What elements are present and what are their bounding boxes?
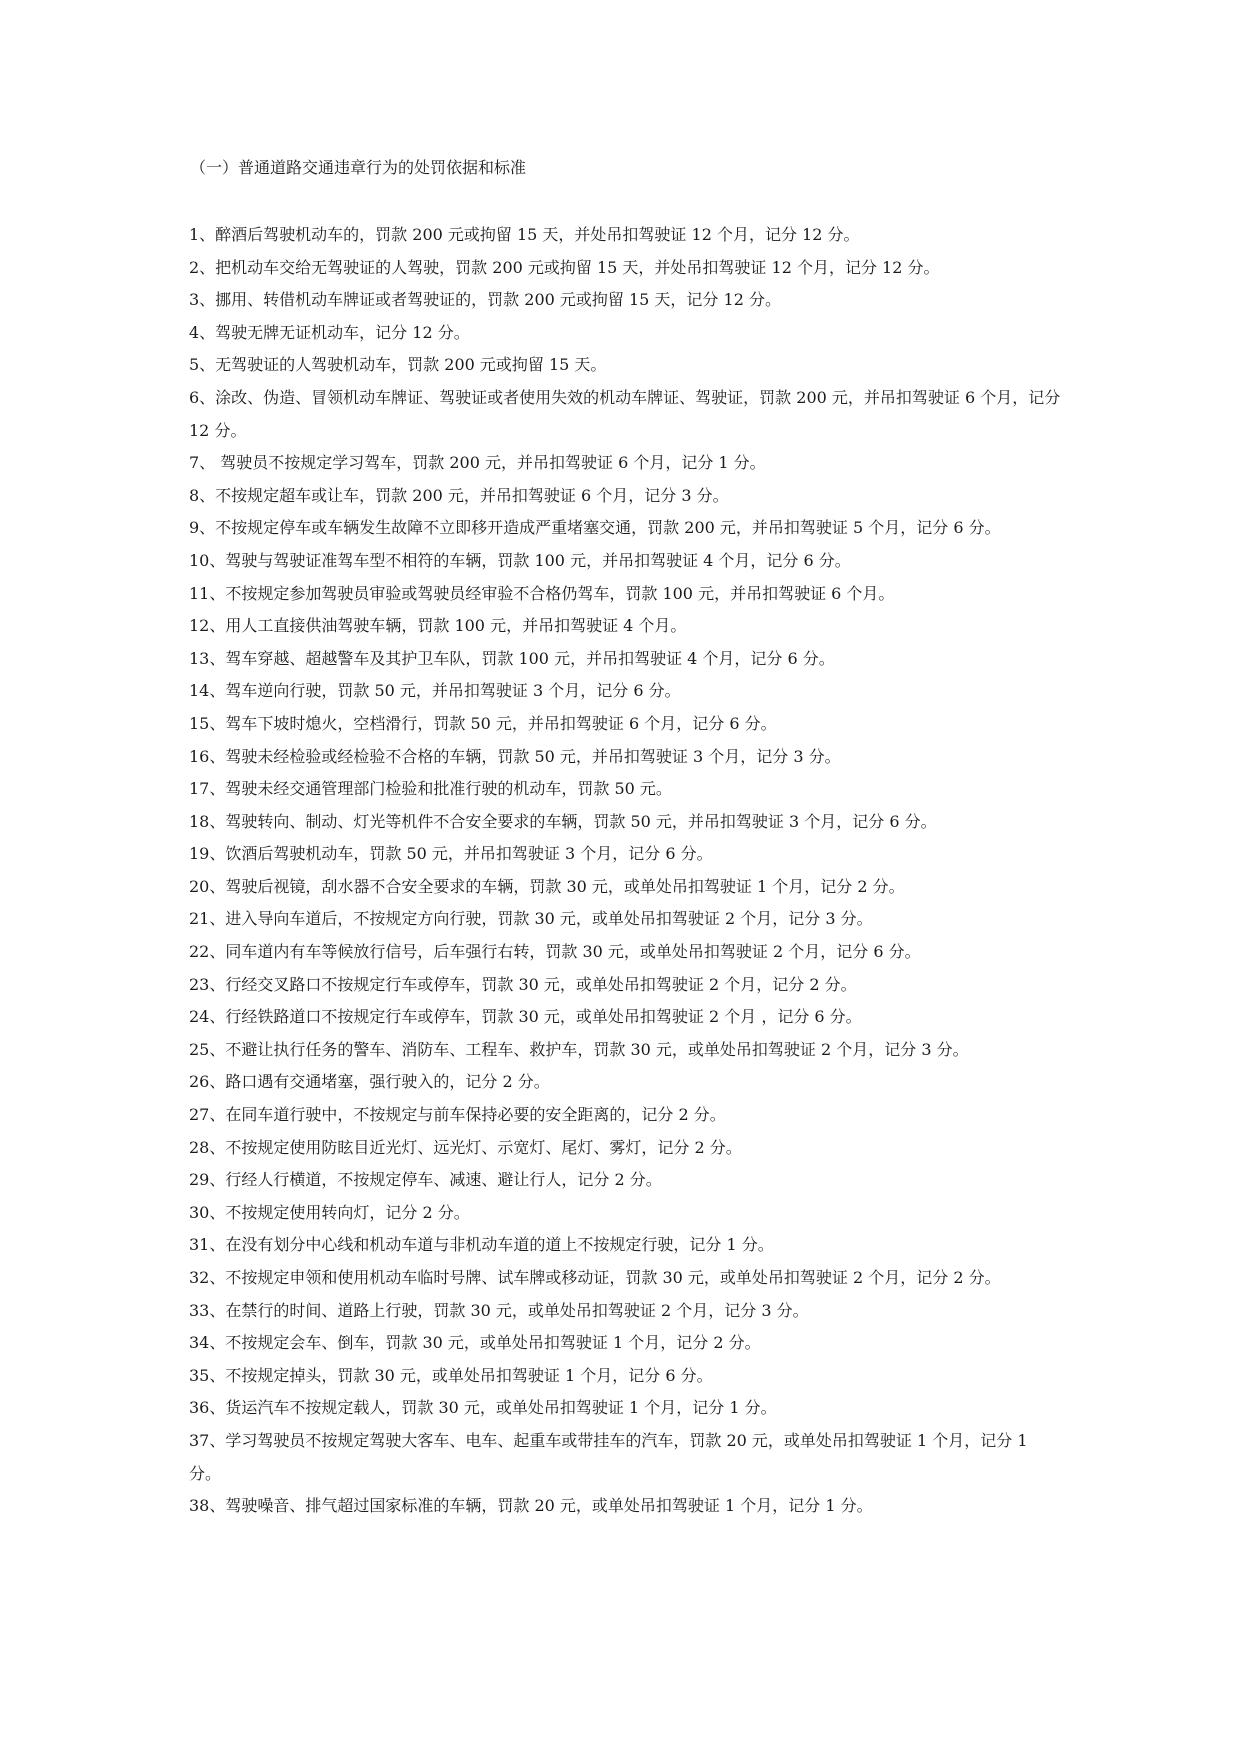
list-item: 33、在禁行的时间、道路上行驶，罚款 30 元，或单处吊扣驾驶证 2 个月，记分 3 分。 [189,1300,809,1320]
list-item: 7、 驾驶员不按规定学习驾车，罚款 200 元，并吊扣驾驶证 6 个月，记分 1 分。 [189,453,766,473]
list-item: 8、不按规定超车或让车，罚款 200 元，并吊扣驾驶证 6 个月，记分 3 分。 [189,485,729,505]
list-item: 25、不避让执行任务的警车、消防车、工程车、救护车，罚款 30 元，或单处吊扣驾驶证 2 个月，记分 3 分。 [189,1039,969,1059]
list-item: 3、挪用、转借机动车牌证或者驾驶证的，罚款 200 元或拘留 15 天，记分 12 分。 [189,290,781,310]
list-item: 4、驾驶无牌无证机动车，记分 12 分。 [189,322,470,342]
list-item: 15、驾车下坡时熄火，空档滑行，罚款 50 元，并吊扣驾驶证 6 个月，记分 6 分。 [189,713,777,733]
list-item: 16、驾驶未经检验或经检验不合格的车辆，罚款 50 元，并吊扣驾驶证 3 个月，记分 3 分。 [189,746,841,766]
list-item: 32、不按规定申领和使用机动车临时号牌、试车牌或移动证，罚款 30 元，或单处吊扣驾驶证 2 个月，记分 2 分。 [189,1268,1001,1287]
list-item: 22、同车道内有车等候放行信号，后车强行右转，罚款 30 元，或单处吊扣驾驶证 2 个月，记分 6 分。 [189,942,921,962]
list-item: 30、不按规定使用转向灯，记分 2 分。 [189,1202,470,1222]
list-item: 26、路口遇有交通堵塞，强行驶入的，记分 2 分。 [189,1072,550,1092]
list-item: 17、驾驶未经交通管理部门检验和批准行驶的机动车，罚款 50 元。 [189,779,672,799]
list-item: 9、不按规定停车或车辆发生故障不立即移开造成严重堵塞交通，罚款 200 元，并吊扣驾驶证 5 个月，记分 6 分。 [189,518,1001,538]
list-item: 38、驾驶噪音、排气超过国家标准的车辆，罚款 20 元，或单处吊扣驾驶证 1 个月，记分 1 分。 [189,1496,873,1516]
list-item: 23、行经交叉路口不按规定行车或停车，罚款 30 元，或单处吊扣驾驶证 2 个月，记分 2 分。 [189,974,857,994]
list-item: 19、饮酒后驾驶机动车，罚款 50 元，并吊扣驾驶证 3 个月，记分 6 分。 [189,844,713,864]
list-item: 37、学习驾驶员不按规定驾驶大客车、电车、起重车或带挂车的汽车，罚款 20 元，或单处吊扣驾驶证 1 个月，记分 1 分。 [189,1430,1028,1483]
list-item: 13、驾车穿越、超越警车及其护卫车队，罚款 100 元，并吊扣驾驶证 4 个月，记分 6 分。 [189,648,835,668]
list-item: 31、在没有划分中心线和机动车道与非机动车道的道上不按规定行驶，记分 1 分。 [189,1235,774,1255]
list-item: 24、行经铁路道口不按规定行车或停车，罚款 30 元，或单处吊扣驾驶证 2 个月 ，记分 6 分。 [189,1007,862,1027]
list-item: 10、驾驶与驾驶证准驾车型不相符的车辆，罚款 100 元，并吊扣驾驶证 4 个月，记分 6 分。 [189,550,851,570]
list-item: 20、驾驶后视镜，刮水器不合安全要求的车辆，罚款 30 元，或单处吊扣驾驶证 1 个月，记分 2 分。 [189,876,905,896]
list-item: 35、不按规定掉头，罚款 30 元，或单处吊扣驾驶证 1 个月，记分 6 分。 [189,1365,713,1385]
list-item: 29、行经人行横道，不按规定停车、减速、避让行人，记分 2 分。 [189,1170,662,1190]
list-item: 18、驾驶转向、制动、灯光等机件不合安全要求的车辆，罚款 50 元，并吊扣驾驶证 3 个月，记分 6 分。 [189,811,937,831]
list-item: 36、货运汽车不按规定载人，罚款 30 元，或单处吊扣驾驶证 1 个月，记分 1 分。 [189,1398,777,1418]
list-item: 27、在同车道行驶中，不按规定与前车保持必要的安全距离的，记分 2 分。 [189,1105,726,1125]
list-item: 12、用人工直接供油驾驶车辆，罚款 100 元，并吊扣驾驶证 4 个月。 [189,616,687,636]
list-item: 5、无驾驶证的人驾驶机动车，罚款 200 元或拘留 15 天。 [189,355,607,375]
list-item: 34、不按规定会车、倒车，罚款 30 元，或单处吊扣驾驶证 1 个月，记分 2 分。 [189,1333,761,1353]
list-item: 11、不按规定参加驾驶员审验或驾驶员经审验不合格仍驾车，罚款 100 元，并吊扣驾驶证 6 个月。 [189,583,895,603]
section-title: （一）普通道路交通违章行为的处罚依据和标准 [190,158,527,177]
violation-list [189,219,1061,1523]
list-item: 1、醉酒后驾驶机动车的，罚款 200 元或拘留 15 天，并处吊扣驾驶证 12 个月，记分 12 分。 [189,225,860,244]
list-item: 21、进入导向车道后，不按规定方向行驶，罚款 30 元，或单处吊扣驾驶证 2 个月，记分 3 分。 [189,909,873,929]
list-item: 28、不按规定使用防眩目近光灯、远光灯、示宽灯、尾灯、雾灯，记分 2 分。 [189,1137,742,1157]
list-item: 6、涂改、伪造、冒领机动车牌证、驾驶证或者使用失效的机动车牌证、驾驶证，罚款 200 元，并吊扣驾驶证 6 个月，记分 12 分。 [189,387,1061,440]
list-item: 14、驾车逆向行驶，罚款 50 元，并吊扣驾驶证 3 个月，记分 6 分。 [189,681,681,701]
list-item: 2、把机动车交给无驾驶证的人驾驶，罚款 200 元或拘留 15 天，并处吊扣驾驶证 12 个月，记分 12 分。 [189,257,940,277]
